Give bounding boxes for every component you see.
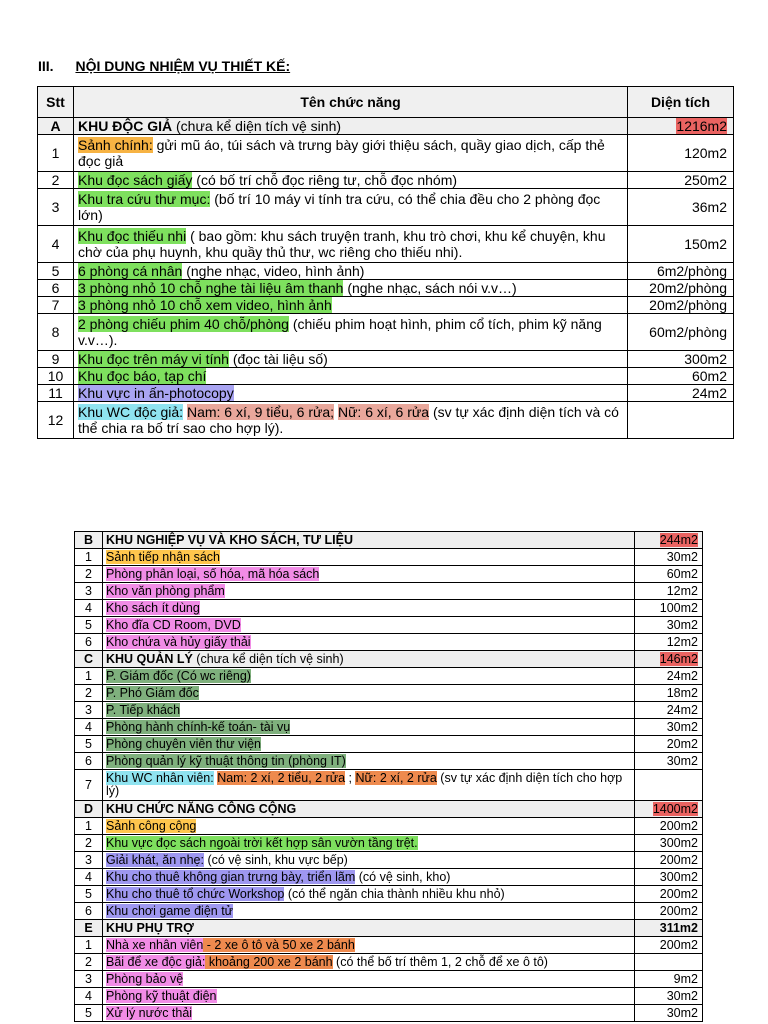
row-highlight: Sảnh công cộng [106,818,197,833]
row-area: 24m2 [628,385,734,402]
table-row [75,818,703,835]
requirements-table-bcde [74,531,703,1022]
row-stt: 1 [75,549,103,566]
row-area: 6m2/phòng [628,263,734,280]
section-code: B [75,532,103,549]
row-name [74,297,628,314]
row-stt: 4 [75,988,103,1005]
row-area: 300m2 [635,869,703,886]
wc-male: Nam: 2 xí, 2 tiểu, 2 rửa [217,771,346,785]
header-stt: Stt [38,87,74,118]
row-highlight: Kho chứa và hủy giấy thải [106,634,251,649]
section-title-cell [103,651,635,668]
section-row-c [75,651,703,668]
row-name [74,402,628,439]
section-area-cell [635,651,703,668]
row-stt: 7 [75,770,103,801]
section-area: 146m2 [659,651,698,666]
section-code: C [75,651,103,668]
section-note: (chưa kể diện tích vệ sinh) [172,118,342,134]
row-stt: 3 [38,189,74,226]
row-stt: 9 [38,351,74,368]
row-highlight: 2 phòng chiếu phim 40 chỗ/phòng [78,316,289,332]
row-name [103,835,635,852]
row-area: 12m2 [635,583,703,600]
row-highlight: Xử lý nước thải [106,1005,193,1020]
row-highlight: Nhà xe nhân viên [106,937,204,952]
table-row [75,600,703,617]
row-name [103,736,635,753]
section-area-cell [628,118,734,135]
row-name [103,600,635,617]
row-area: 30m2 [635,753,703,770]
row-highlight: Khu cho thuê không gian trưng bày, triển lãm [106,869,356,884]
heading-text: NỘI DUNG NHIỆM VỤ THIẾT KẾ: [75,58,291,74]
row-highlight: Khu đọc sách giấy [78,172,193,188]
table-row [75,937,703,954]
section-title: KHU QUẢN LÝ [106,651,193,666]
table-row [75,988,703,1005]
row-name [103,770,635,801]
row-name [103,753,635,770]
row-area: 30m2 [635,988,703,1005]
row-stt: 3 [75,852,103,869]
row-stt: 5 [75,617,103,634]
row-stt: 1 [75,818,103,835]
row-stt: 2 [75,954,103,971]
row-highlight: Sảnh chính: [78,137,153,153]
row-area: 200m2 [635,903,703,920]
row-area: 300m2 [635,835,703,852]
section-area-cell [635,532,703,549]
row-area: 30m2 [635,719,703,736]
section-area-cell [635,920,703,937]
row-stt: 12 [38,402,74,439]
section-heading [38,58,290,74]
section-code: A [38,118,74,135]
row-area: 200m2 [635,818,703,835]
section-title: KHU ĐỘC GIẢ [78,118,173,134]
table-row [38,226,734,263]
wc-note: (sv tự xác định diện tích cho hợp lý) [106,771,623,798]
row-name [103,634,635,651]
row-name [103,852,635,869]
table-row [75,852,703,869]
row-highlight: Giải khát, ăn nhẹ: [106,852,204,867]
table-row [38,314,734,351]
row-name [103,937,635,954]
wc-female: Nữ: 2 xí, 2 rửa [355,771,437,785]
table-row [75,719,703,736]
row-name [74,385,628,402]
row-area: 60m2 [635,566,703,583]
row-detail: gửi mũ áo, túi sách và trưng bày giới thiệu sách, quầy giao dịch, cấp thẻ đọc giả [78,137,605,169]
row-name [103,903,635,920]
row-highlight: Khu vực in ấn-photocopy [78,385,234,401]
table-row [38,368,734,385]
row-area: 200m2 [635,852,703,869]
row-name [103,566,635,583]
section-code: D [75,801,103,818]
row-name [103,583,635,600]
row-area: 20m2/phòng [628,297,734,314]
row-area: 9m2 [635,971,703,988]
row-detail: (nghe nhạc, sách nói v.v…) [343,280,517,296]
row-highlight: Phòng kỹ thuật điện [106,988,217,1003]
row-stt: 6 [38,280,74,297]
table-row [75,685,703,702]
section-area: 311m2 [659,920,698,935]
row-detail: (có vệ sinh, kho) [355,869,451,884]
table-row [75,954,703,971]
row-highlight-2: khoảng 200 xe 2 bánh [205,954,333,969]
row-name [103,1005,635,1022]
row-highlight: Khu vực đọc sách ngoài trời kết hợp sân vườn tầng trệt. [106,835,418,850]
row-name [74,351,628,368]
row-stt: 3 [75,971,103,988]
row-area: 60m2/phòng [628,314,734,351]
table-row [75,903,703,920]
row-highlight: 3 phòng nhỏ 10 chỗ nghe tài liệu âm thanh [78,280,344,296]
section-title: KHU PHỤ TRỢ [106,920,194,935]
row-stt: 2 [75,685,103,702]
row-highlight: Khu đọc báo, tạp chí [78,368,207,384]
section-title-cell [103,532,635,549]
table-row [38,351,734,368]
wc-label: Khu WC độc giả: [78,404,184,420]
row-detail: (nghe nhạc, video, hình ảnh) [182,263,365,279]
row-name [103,668,635,685]
row-name [74,368,628,385]
row-name [74,314,628,351]
row-highlight: Phòng phân loại, số hóa, mã hóa sách [106,566,320,581]
table-row [75,971,703,988]
row-detail: (có thể bố trí thêm 1, 2 chỗ để xe ô tô) [332,954,548,969]
row-stt: 1 [75,668,103,685]
row-highlight: Khu chơi game điện tử [106,903,234,918]
row-stt: 10 [38,368,74,385]
wc-female: Nữ: 6 xí, 6 rửa [337,404,430,420]
row-stt: 6 [75,753,103,770]
table-row [38,172,734,189]
row-area: 20m2/phòng [628,280,734,297]
wc-label: Khu WC nhân viên: [106,771,214,785]
row-area: 18m2 [635,685,703,702]
row-highlight: Phòng hành chính-kế toán- tài vụ [106,719,291,734]
row-stt: 4 [75,600,103,617]
table-row [38,135,734,172]
row-name [103,971,635,988]
row-name [74,135,628,172]
row-area: 30m2 [635,1005,703,1022]
row-area: 200m2 [635,886,703,903]
row-highlight: Khu đọc thiếu nhi [78,228,187,244]
table-row [75,770,703,801]
section-row-b [75,532,703,549]
row-area: 12m2 [635,634,703,651]
header-area: Diện tích [628,87,734,118]
table-row [38,402,734,439]
section-note: (chưa kể diện tích vệ sinh) [192,651,344,666]
row-name [103,954,635,971]
section-row-a [38,118,734,135]
row-detail: (bố trí 10 máy vi tính tra cứu, có thể chia đều cho 2 phòng đọc lớn) [78,191,601,223]
row-name [74,226,628,263]
table-row [75,886,703,903]
header-name: Tên chức năng [74,87,628,118]
row-stt: 2 [75,566,103,583]
row-name [103,719,635,736]
row-highlight: Khu cho thuê tổ chức Workshop [106,886,285,901]
row-name [74,189,628,226]
table-row [75,835,703,852]
row-name [103,886,635,903]
section-row-d [75,801,703,818]
row-highlight: Bãi để xe độc giả: [106,954,206,969]
section-title-cell [74,118,628,135]
table-row [75,617,703,634]
table-row [38,189,734,226]
table-row [75,702,703,719]
wc-note: (sv tự xác định diện tích và có thể chia ra bố trí sao cho hợp lý). [78,404,619,436]
row-stt: 5 [75,886,103,903]
table-row [75,869,703,886]
section-row-e [75,920,703,937]
row-name [103,869,635,886]
table-header-row [38,87,734,118]
section-title-cell [103,801,635,818]
row-stt: 3 [75,702,103,719]
wc-separator: ; [345,771,356,785]
row-name [103,549,635,566]
row-name [103,702,635,719]
row-highlight: Phòng chuyên viên thư viện [106,736,261,751]
row-name [103,818,635,835]
table-row [38,385,734,402]
row-name [103,617,635,634]
row-detail: (có vệ sinh, khu vực bếp) [203,852,348,867]
section-area: 1216m2 [676,118,727,134]
row-stt: 8 [38,314,74,351]
row-stt: 6 [75,634,103,651]
section-title: KHU NGHIỆP VỤ VÀ KHO SÁCH, TƯ LIỆU [106,532,353,547]
row-highlight: Sảnh tiếp nhận sách [106,549,220,564]
row-area [628,402,734,439]
row-stt: 2 [38,172,74,189]
row-highlight: 3 phòng nhỏ 10 chỗ xem video, hình ảnh [78,297,332,313]
section-title: KHU CHỨC NĂNG CÔNG CỘNG [106,801,297,816]
row-name [74,263,628,280]
row-highlight: Kho sách ít dùng [106,600,200,615]
row-highlight: Khu đọc trên máy vi tính [78,351,229,367]
section-area: 1400m2 [652,801,698,816]
row-stt: 2 [75,835,103,852]
section-area-cell [635,801,703,818]
row-stt: 6 [75,903,103,920]
row-area: 150m2 [628,226,734,263]
row-stt: 5 [75,736,103,753]
row-detail: (có thể ngăn chia thành nhiều khu nhỏ) [284,886,505,901]
wc-male: Nam: 6 xí, 9 tiểu, 6 rửa; [186,404,335,420]
row-area: 24m2 [635,702,703,719]
row-area: 300m2 [628,351,734,368]
section-title-cell [103,920,635,937]
row-area: 60m2 [628,368,734,385]
row-stt: 1 [75,937,103,954]
table-row [75,634,703,651]
table-row [75,736,703,753]
row-area: 250m2 [628,172,734,189]
row-stt: 4 [38,226,74,263]
row-stt: 4 [75,869,103,886]
row-area: 20m2 [635,736,703,753]
row-detail: (có bố trí chỗ đọc riêng tư, chỗ đọc nhóm) [192,172,458,188]
row-highlight: Khu tra cứu thư mục: [78,191,211,207]
row-name [103,988,635,1005]
row-highlight: P. Phó Giám đốc [106,685,199,700]
heading-number: III. [38,58,54,74]
row-detail: (đọc tài liệu số) [228,351,328,367]
row-area: 30m2 [635,549,703,566]
row-highlight: Kho văn phòng phẩm [106,583,225,598]
table-row [75,566,703,583]
row-stt: 1 [38,135,74,172]
requirements-table-a [37,86,734,439]
table-row [75,1005,703,1022]
row-area: 120m2 [628,135,734,172]
row-stt: 7 [38,297,74,314]
row-name [74,280,628,297]
row-highlight: P. Giám đốc (Có wc riêng) [106,668,251,683]
row-stt: 3 [75,583,103,600]
row-name [74,172,628,189]
row-stt: 5 [75,1005,103,1022]
row-area [635,954,703,971]
row-area: 30m2 [635,617,703,634]
table-row [75,549,703,566]
table-row [75,753,703,770]
row-area: 100m2 [635,600,703,617]
row-highlight: 6 phòng cá nhân [78,263,183,279]
table-row [38,263,734,280]
row-area: 200m2 [635,937,703,954]
row-highlight: Phòng quản lý kỹ thuật thông tin (phòng IT) [106,753,346,768]
row-detail: ( bao gồm: khu sách truyện tranh, khu trò chơi, khu kể chuyện, khu chờ của phụ huynh, khu quầy thủ thư, wc riêng cho thiếu nhi). [78,228,606,260]
row-stt: 11 [38,385,74,402]
section-code: E [75,920,103,937]
row-area: 24m2 [635,668,703,685]
section-area: 244m2 [659,532,698,547]
row-area: 36m2 [628,189,734,226]
table-row [38,297,734,314]
row-stt: 4 [75,719,103,736]
table-row [38,280,734,297]
table-row [75,668,703,685]
row-stt: 5 [38,263,74,280]
row-highlight: Phòng bảo vệ [106,971,184,986]
row-highlight-2: - 2 xe ô tô và 50 xe 2 bánh [203,937,355,952]
row-highlight: Kho đĩa CD Room, DVD [106,617,241,632]
table-row [75,583,703,600]
row-detail: (chiếu phim hoạt hình, phim cổ tích, phim kỹ năng v.v…). [78,316,602,348]
row-area [635,770,703,801]
row-name [103,685,635,702]
row-highlight: P. Tiếp khách [106,702,181,717]
